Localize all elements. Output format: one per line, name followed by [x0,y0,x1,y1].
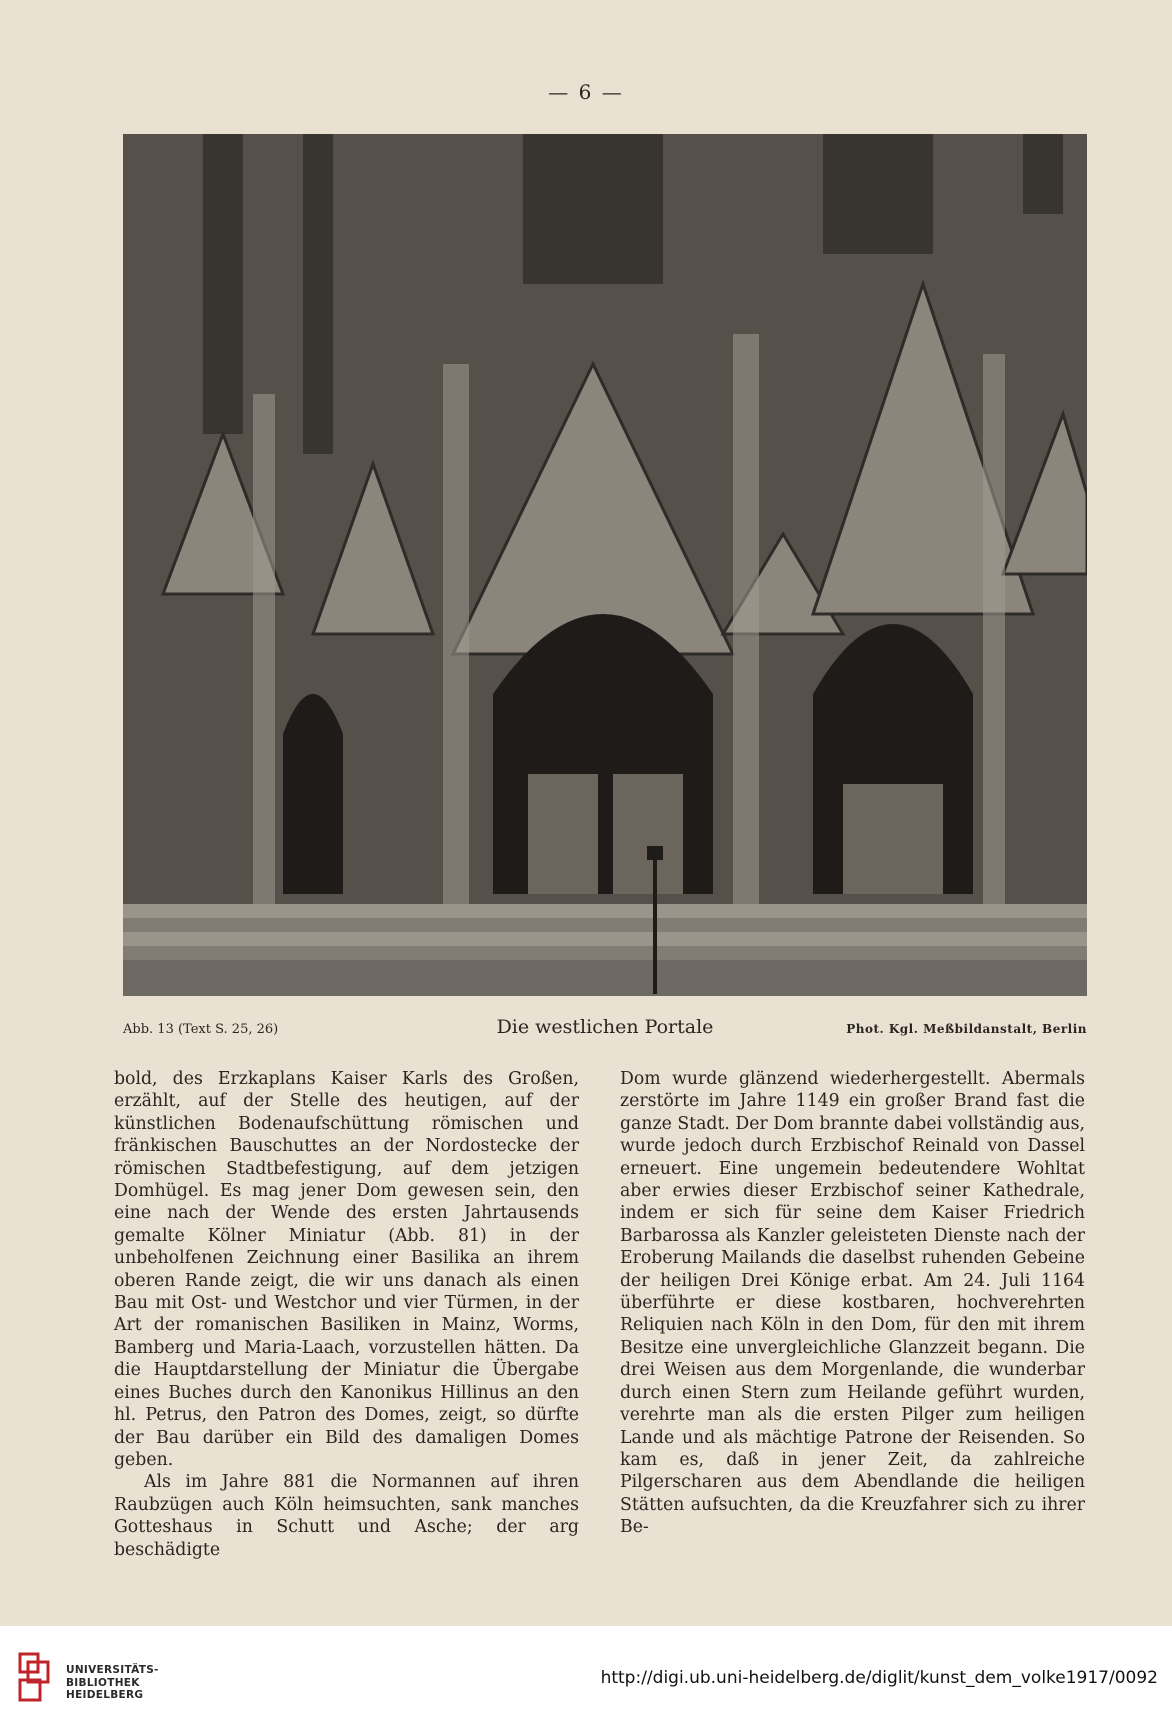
figure-title: Die westlichen Portale [496,1016,714,1038]
left-paragraph-1: bold, des Erzkaplans Kaiser Karls des Großen, erzählt, auf der Stelle des heutigen, auf der künstlichen Bodenaufschüttung römischen und fränkischen Bauschuttes an der Nordostecke der römischen Stadtbefestigung, auf dem jetzigen Domhügel. Es mag jener Dom gewesen sein, den eine nach der Wende des ersten Jahrtausends gemalte Kölner Miniatur (Abb. 81) in der unbeholfenen Zeichnung einer Basilika an ihrem oberen Rande zeigt, die wir uns danach als einen Bau mit Ost- und Westchor und vier Türmen, in der Art der romanischen Basiliken in Mainz, Worms, Bamberg und Maria-Laach, vorzustellen hätten. Da die Hauptdarstellung der Miniatur die Übergabe eines Buches durch den Kanonikus Hillinus an den hl. Petrus, den Patron des Domes, zeigt, so dürfte der Bau darüber ein Bild des damaligen Domes geben. [114,1069,579,1470]
right-paragraph-1: Dom wurde glänzend wiederhergestellt. Abermals zerstörte im Jahre 1149 ein großer Brand fast die ganze Stadt. Der Dom brannte dabei vollständig aus, wurde jedoch durch Erzbischof Reinald von Dassel erneuert. Eine ungemein bedeutendere Wohltat aber erwies dieser Erzbischof seiner Kathedrale, indem er sich für seine dem Kaiser Friedrich Barbarossa als Kanzler geleisteten Dienste nach der Eroberung Mailands die daselbst ruhenden Gebeine der heiligen Drei Könige erbat. Am 24. Juli 1164 überführte er diese kostbaren, hochverehrten Reliquien nach Köln in den Dom, für den mit ihrem Besitze eine unvergleichliche Glanzzeit begann. Die drei Weisen aus dem Morgenlande, die wunderbar durch einen Stern zum Heilande geführt wurden, verehrte man als die ersten Pilger zum heiligen Lande und als mächtige Patrone der Reisenden. So kam es, daß in jener Zeit, da zahlreiche Pilgerscharen aus dem Abendlande die heiligen Stätten aufsuchten, da die Kreuzfahrer sich zu ihrer Be- [620,1069,1086,1538]
text-column-left [114,1068,579,1561]
source-url[interactable]: http://digi.ub.uni-heidelberg.de/diglit/kunst_dem_volke1917/0092 [600,1668,1158,1688]
figure-caption [123,1014,1087,1044]
figure-label: Abb. 13 (Text S. 25, 26) [123,1022,279,1037]
library-name-line-3: HEIDELBERG [66,1689,144,1701]
library-logo-icon [14,1648,56,1704]
library-name [66,1664,159,1702]
library-name-line-2: BIBLIOTHEK [66,1676,140,1689]
footer-bar [0,1626,1172,1721]
cathedral-facade-drawing [123,134,1087,996]
text-column-right [620,1068,1085,1539]
left-paragraph-2: Als im Jahre 881 die Normannen auf ihren Raubzügen auch Köln heimsuchten, sank manches Gotteshaus in Schutt und Asche; der arg beschädigte [114,1472,579,1560]
figure-credit: Phot. Kgl. Meßbildanstalt, Berlin [846,1022,1087,1036]
page-number: — 6 — [548,80,624,104]
library-name-line-1: UNIVERSITÄTS- [66,1664,159,1676]
cathedral-photo [123,134,1087,996]
